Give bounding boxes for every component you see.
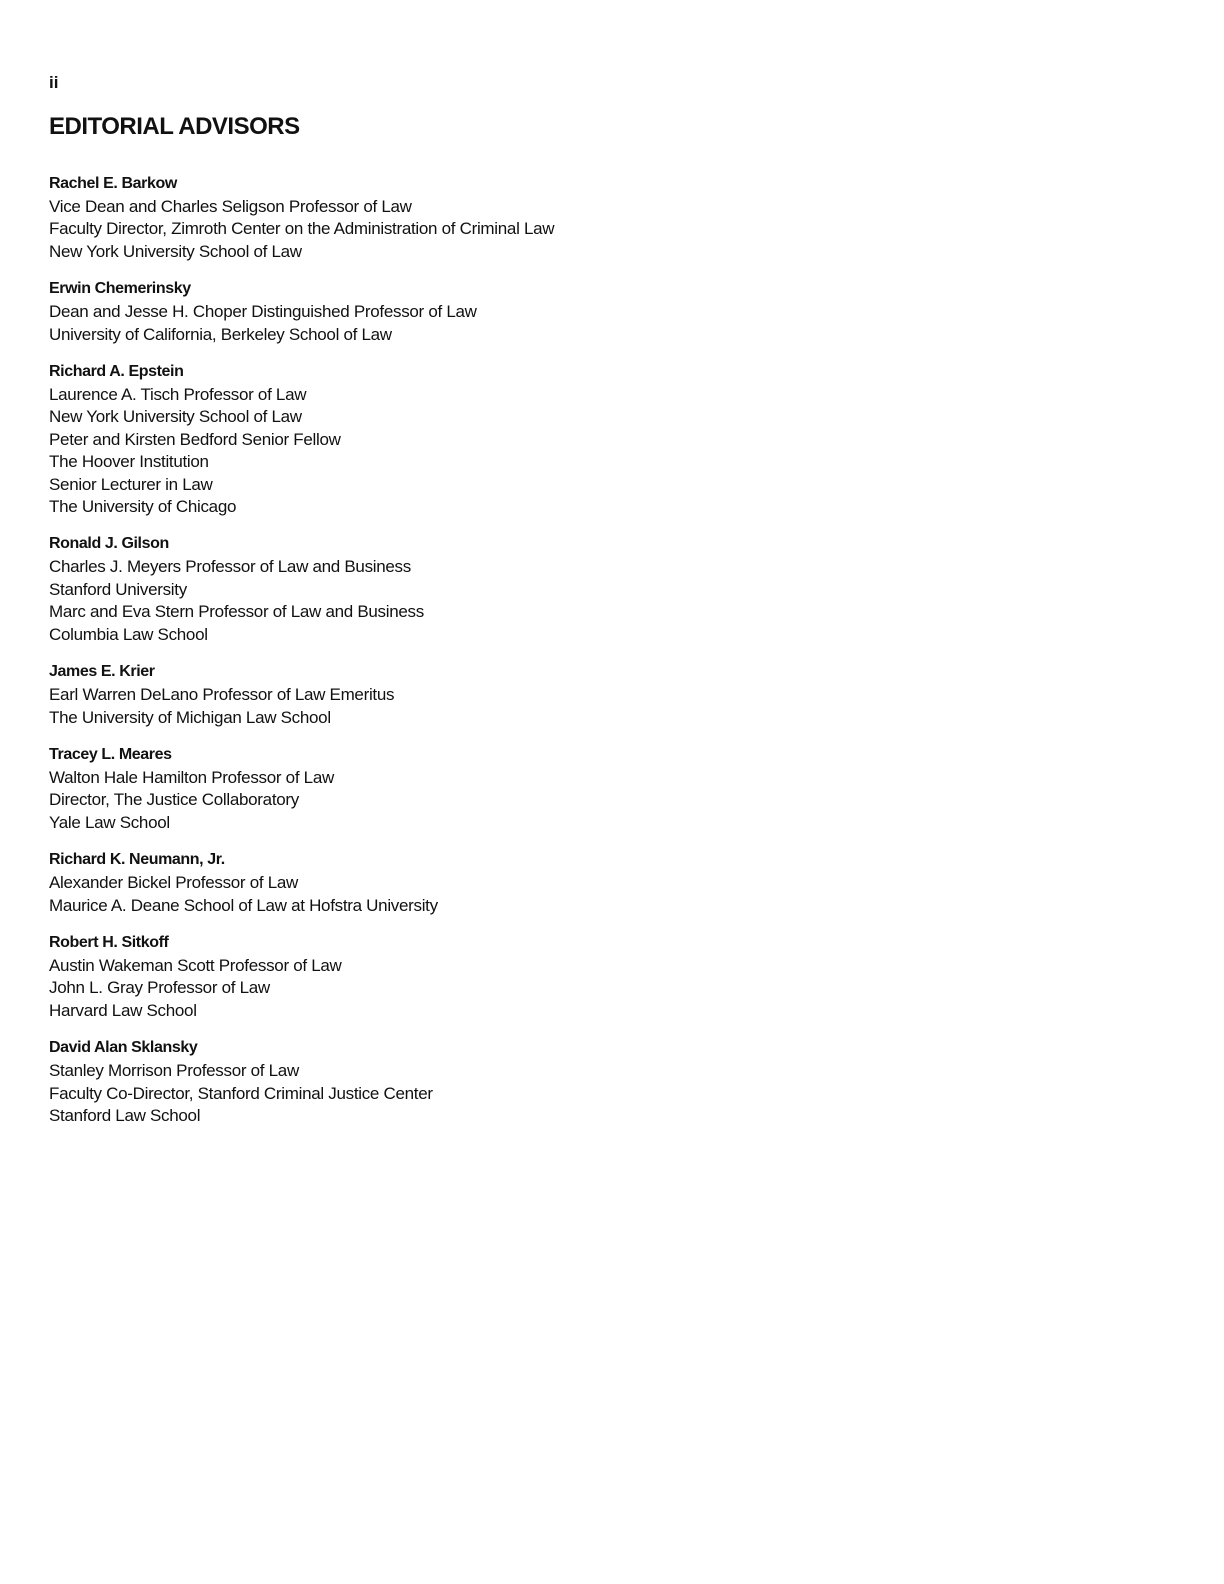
advisor-affiliation-line: Peter and Kirsten Bedford Senior Fellow xyxy=(49,429,341,449)
page-number: ii xyxy=(49,73,59,92)
advisor-affiliation-line: Austin Wakeman Scott Professor of Law xyxy=(49,955,342,975)
advisor-affiliation-line: Earl Warren DeLano Professor of Law Emeritus xyxy=(49,685,395,705)
advisor-affiliation-line: New York University School of Law xyxy=(49,407,302,427)
advisor-affiliation-line: Alexander Bickel Professor of Law xyxy=(49,873,299,893)
advisor-affiliation-line: Stanford Law School xyxy=(49,1105,201,1125)
advisor-name: James E. Krier xyxy=(49,663,155,681)
advisor-name: Richard A. Epstein xyxy=(49,363,184,381)
advisor-affiliation-line: Director, The Justice Collaboratory xyxy=(49,790,299,810)
advisor-name: Erwin Chemerinsky xyxy=(49,280,191,298)
advisor-name: Rachel E. Barkow xyxy=(49,175,177,192)
advisor-entry xyxy=(49,534,1149,646)
advisor-affiliation-line: Maurice A. Deane School of Law at Hofstra University xyxy=(49,895,438,915)
advisor-affiliation-line: The Hoover Institution xyxy=(49,452,209,472)
advisor-entry xyxy=(49,662,1149,729)
advisor-affiliation-line: The University of Michigan Law School xyxy=(49,707,331,727)
advisor-affiliation-line: Faculty Director, Zimroth Center on the Administration of Criminal Law xyxy=(49,219,555,239)
advisor-affiliation-line: Vice Dean and Charles Seligson Professor of Law xyxy=(49,197,412,216)
advisor-entry xyxy=(49,745,1149,834)
advisor-affiliation-line: New York University School of Law xyxy=(49,241,302,261)
advisor-affiliation-line: Laurence A. Tisch Professor of Law xyxy=(49,385,307,405)
advisor-affiliation-line: University of California, Berkeley School of Law xyxy=(49,324,392,344)
advisor-affiliation-line: Faculty Co-Director, Stanford Criminal Justice Center xyxy=(49,1083,433,1103)
advisor-affiliation-line: Columbia Law School xyxy=(49,624,208,644)
advisor-entry xyxy=(49,174,1149,263)
advisor-name: Robert H. Sitkoff xyxy=(49,933,169,951)
advisor-affiliation-line: The University of Chicago xyxy=(49,497,237,517)
advisor-affiliation-line: Walton Hale Hamilton Professor of Law xyxy=(49,767,334,787)
advisor-name: Ronald J. Gilson xyxy=(49,535,169,553)
advisor-name: Tracey L. Meares xyxy=(49,745,172,763)
advisor-affiliation-line: John L. Gray Professor of Law xyxy=(49,978,270,998)
advisor-affiliation-line: Dean and Jesse H. Choper Distinguished Professor of Law xyxy=(49,302,477,322)
advisor-affiliation-line: Stanford University xyxy=(49,579,187,599)
advisor-entry xyxy=(49,1038,1149,1127)
advisor-affiliation-line: Yale Law School xyxy=(49,812,170,832)
document-page xyxy=(49,72,1149,1143)
page-title: EDITORIAL ADVISORS xyxy=(49,113,300,140)
advisor-name: Richard K. Neumann, Jr. xyxy=(49,851,225,869)
advisor-affiliation-line: Harvard Law School xyxy=(49,1000,197,1020)
advisor-entry xyxy=(49,850,1149,917)
advisor-name: David Alan Sklansky xyxy=(49,1039,198,1057)
advisor-entry xyxy=(49,933,1149,1022)
advisor-list xyxy=(49,174,1149,1127)
advisor-affiliation-line: Senior Lecturer in Law xyxy=(49,474,213,494)
advisor-entry xyxy=(49,279,1149,346)
advisor-affiliation-line: Charles J. Meyers Professor of Law and Business xyxy=(49,557,411,577)
advisor-affiliation-line: Marc and Eva Stern Professor of Law and Business xyxy=(49,602,424,622)
advisor-entry xyxy=(49,362,1149,518)
advisor-affiliation-line: Stanley Morrison Professor of Law xyxy=(49,1061,299,1081)
